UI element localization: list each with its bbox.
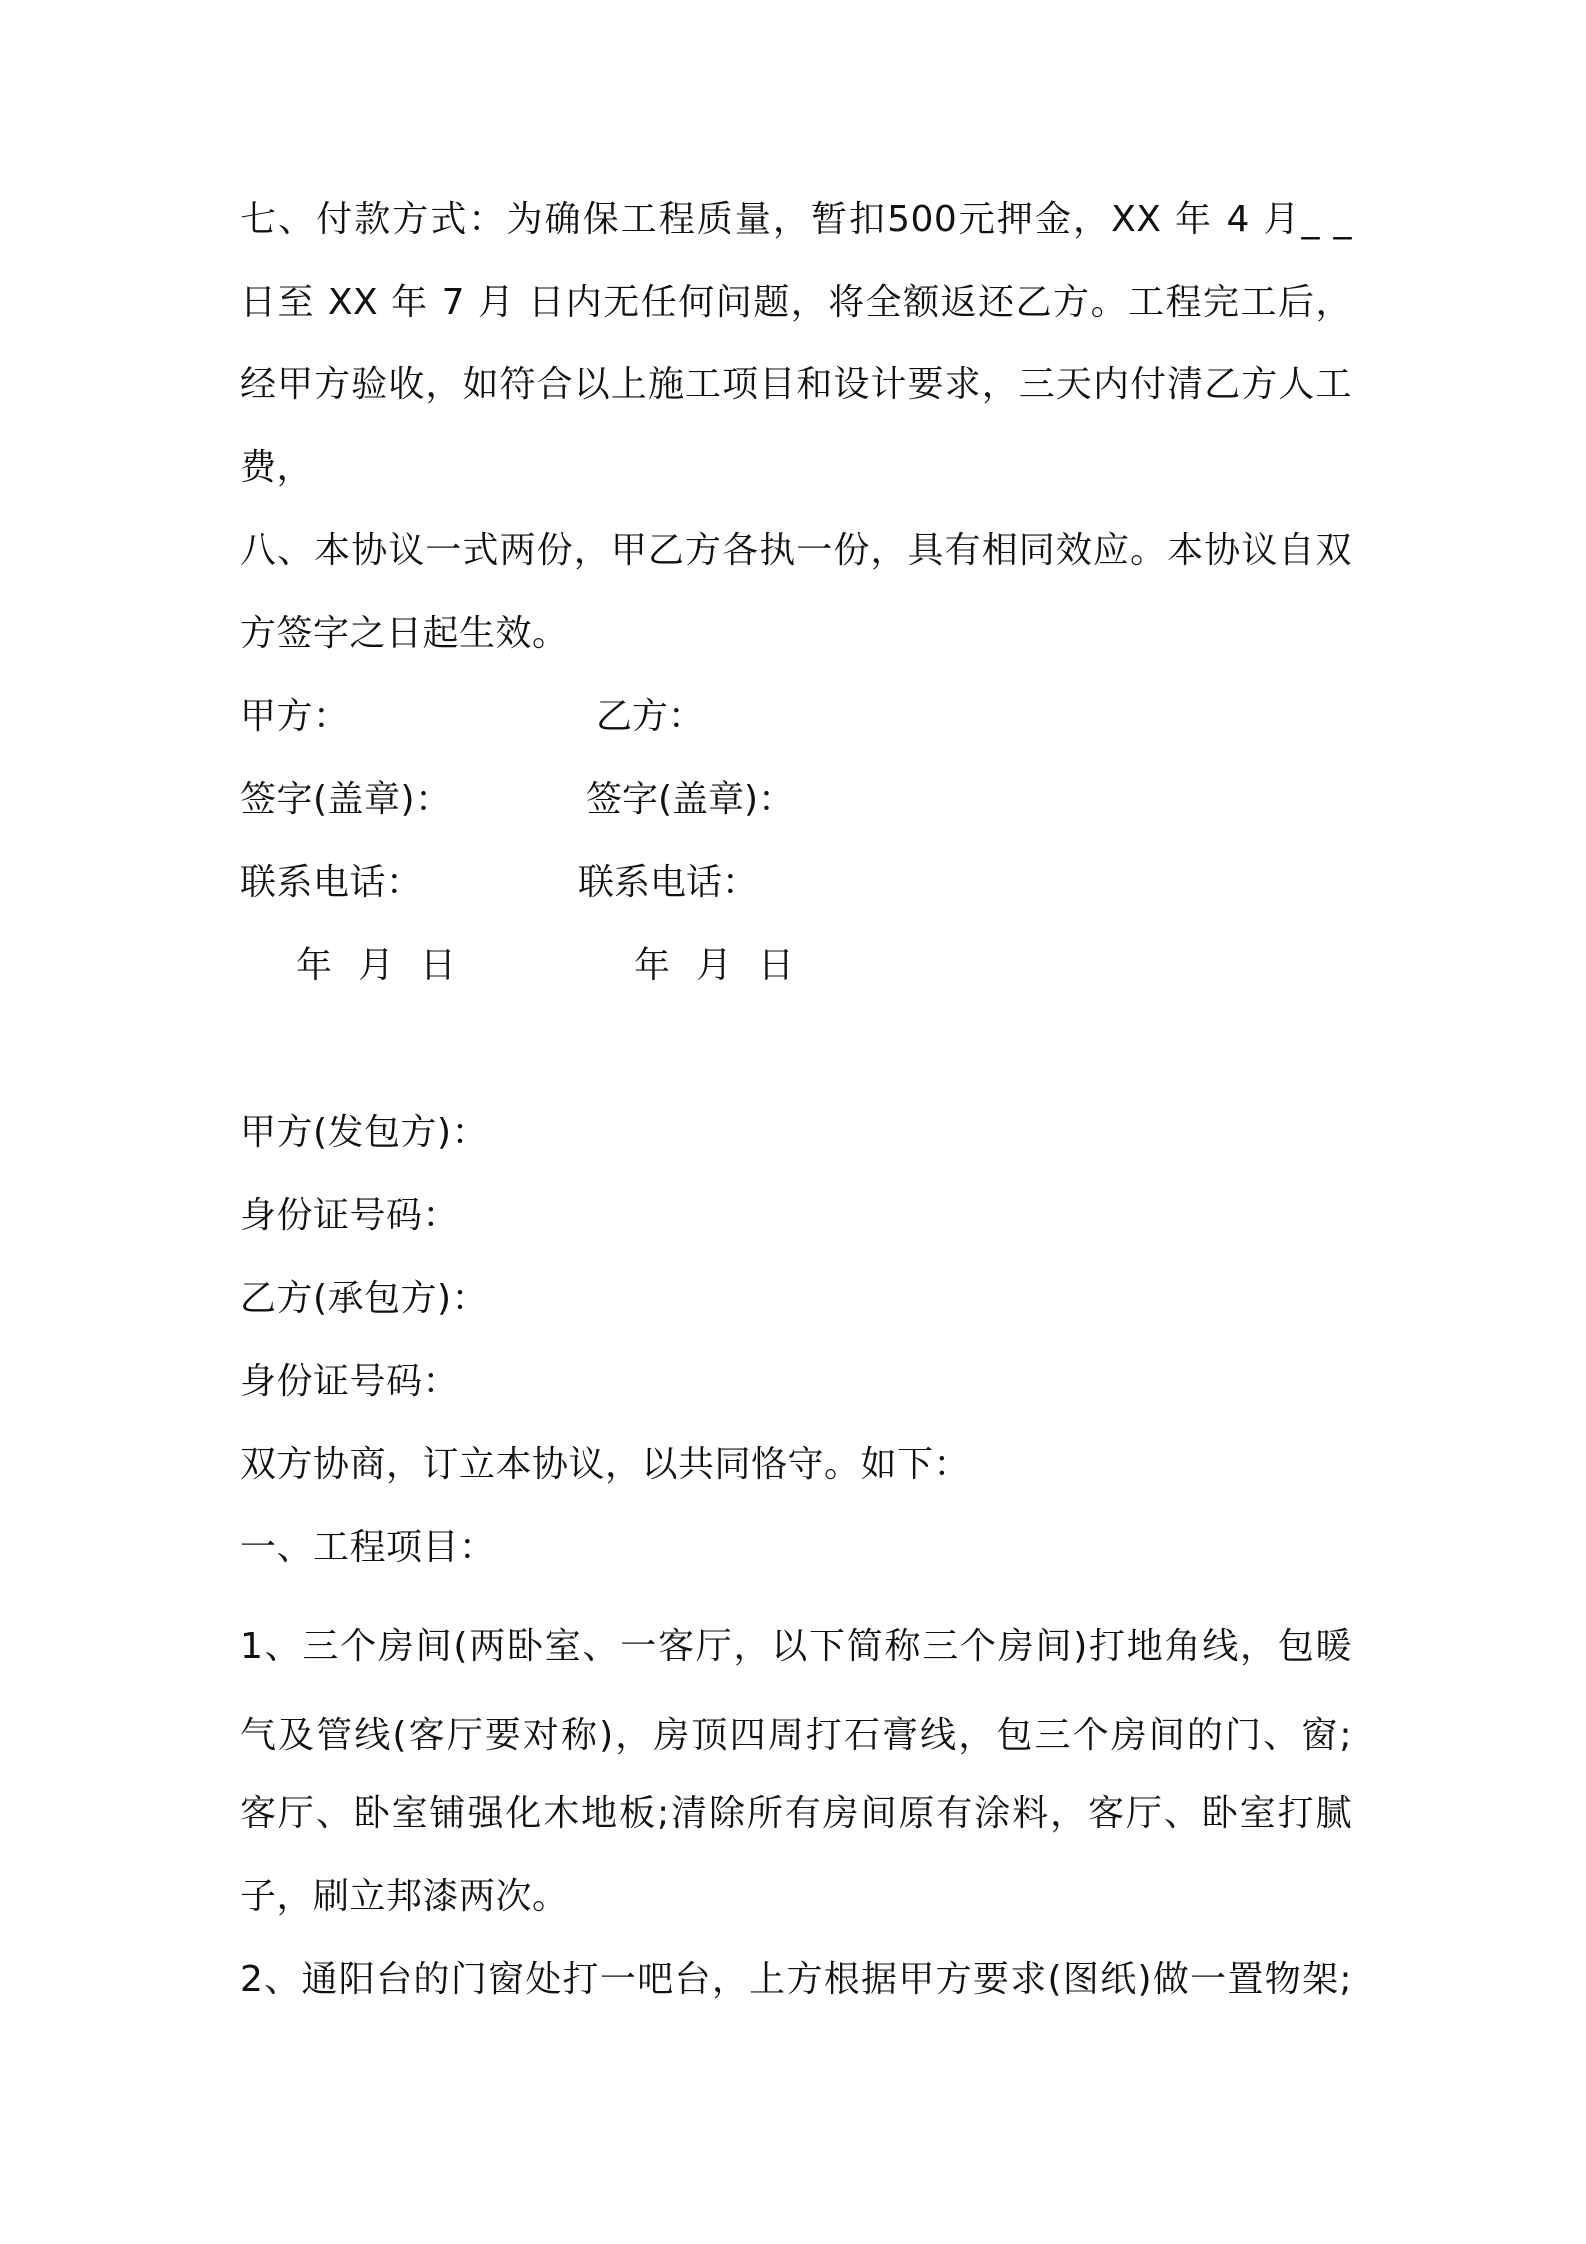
section1-item1-line-3: 客厅、卧室铺强化木地板;清除所有房间原有涂料，客厅、卧室打腻 xyxy=(240,1793,1352,1834)
date-b-day: 日 xyxy=(758,945,795,986)
section1-item1-line-1: 1、三个房间(两卧室、一客厅，以下简称三个房间)打地角线，包暖 xyxy=(240,1626,1352,1667)
party-a-label: 甲方： xyxy=(240,696,350,737)
date-a xyxy=(296,942,482,990)
section1-item1-line-4: 子，刷立邦漆两次。 xyxy=(240,1876,569,1917)
section7-line-4: 费， xyxy=(240,447,314,488)
section8-line-2: 方签字之日起生效。 xyxy=(240,613,569,654)
section1-item1-line-2: 气及管线(客厅要对称)，房顶四周打石膏线，包三个房间的门、窗; xyxy=(240,1715,1352,1756)
contract-party-b: 乙方(承包方)： xyxy=(240,1278,489,1319)
contract-id-b: 身份证号码： xyxy=(240,1361,460,1402)
date-b xyxy=(634,942,820,990)
sign-a-label: 签字(盖章)： xyxy=(240,779,452,820)
section7-line-1: 七、付款方式：为确保工程质量，暂扣500元押金，XX 年 4 月_ _ xyxy=(240,199,1352,240)
section7-line-3: 经甲方验收，如符合以上施工项目和设计要求，三天内付清乙方人工 xyxy=(240,364,1352,405)
section1-item2-line-1: 2、通阳台的门窗处打一吧台，上方根据甲方要求(图纸)做一置物架; xyxy=(240,1959,1352,2000)
section8-line-1: 八、本协议一式两份，甲乙方各执一份，具有相同效应。本协议自双 xyxy=(240,530,1352,571)
date-b-year: 年 xyxy=(634,945,671,986)
date-a-day: 日 xyxy=(420,945,457,986)
contract-id-a: 身份证号码： xyxy=(240,1195,460,1236)
phone-a-label: 联系电话： xyxy=(240,862,423,903)
date-b-month: 月 xyxy=(696,945,733,986)
contract-party-a: 甲方(发包方)： xyxy=(240,1112,489,1153)
phone-b-label: 联系电话： xyxy=(578,862,759,903)
contract-intro: 双方协商，订立本协议，以共同恪守。如下： xyxy=(240,1444,971,1485)
party-b-label: 乙方： xyxy=(596,696,705,737)
date-a-month: 月 xyxy=(358,945,395,986)
section7-line-2: 日至 XX 年 7 月 日内无任何问题，将全额返还乙方。工程完工后， xyxy=(240,282,1352,323)
date-a-year: 年 xyxy=(296,945,333,986)
sign-b-label: 签字(盖章)： xyxy=(586,779,795,820)
section1-title: 一、工程项目： xyxy=(240,1527,496,1568)
